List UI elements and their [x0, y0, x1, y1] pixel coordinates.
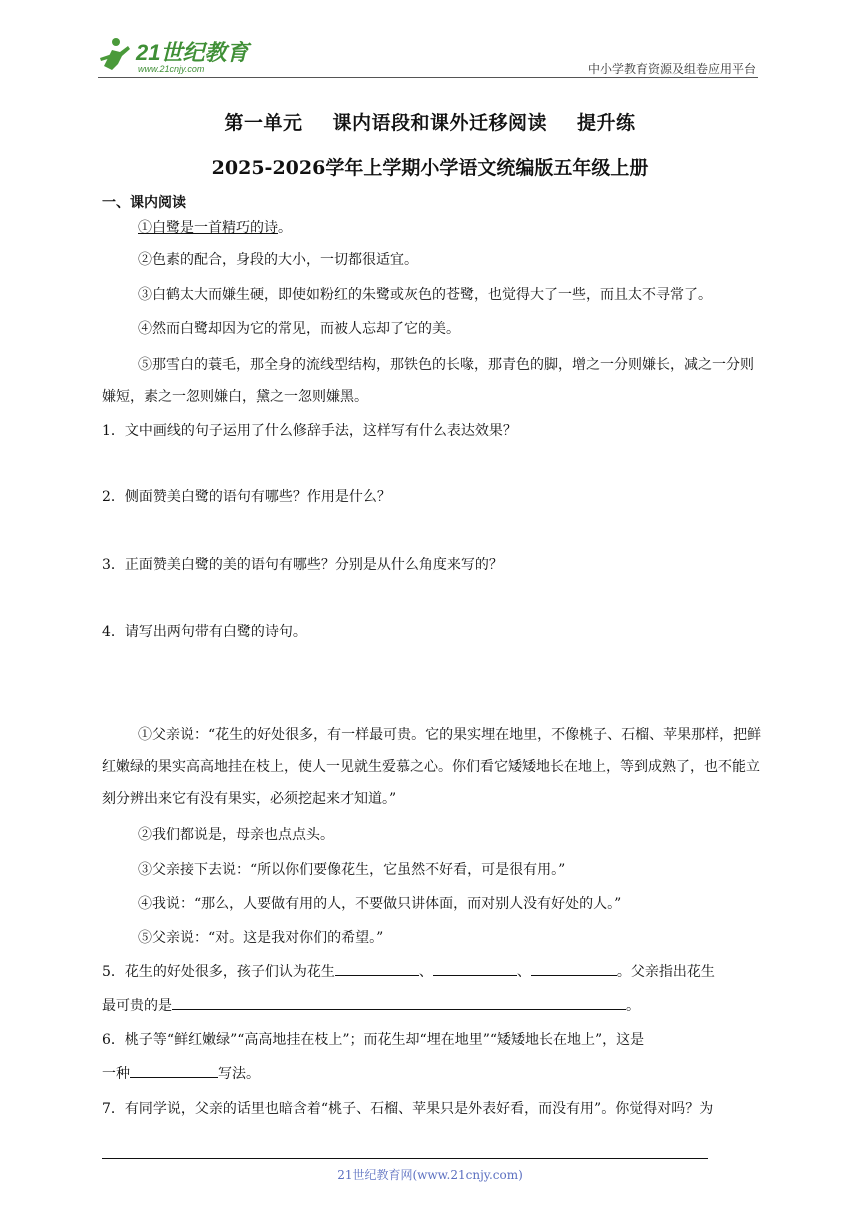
document-subtitle: 2025-2026学年上学期小学语文统编版五年级上册 [211, 157, 649, 179]
footer-text: 21世纪教育网(www.21cnjy.com) [337, 1168, 523, 1182]
question-7: 7．有同学说，父亲的话里也暗含着“桃子、石榴、苹果只是外表好看，而没有用”。你觉得对吗？为 [102, 1101, 714, 1117]
passage1-paragraph-1: ①白鹭是一首精巧的诗。 [138, 220, 292, 236]
title-level: 提升练 [577, 112, 636, 134]
passage1-paragraph-5: ⑤那雪白的蓑毛，那全身的流线型结构，那铁色的长喙，那青色的脚，增之一分则嫌长，减之一分则嫌短，素之一忽则嫌白，黛之一忽则嫌黑。 [102, 357, 754, 405]
answer-blank[interactable] [335, 960, 419, 976]
question-3: 3．正面赞美白鹭的美的语句有哪些？分别是从什么角度来写的？ [102, 557, 503, 573]
question-5-line-2: 最可贵的是 。 [102, 991, 762, 1021]
logo-21cnjy [98, 36, 268, 76]
section-heading-1: 一、课内阅读 [102, 195, 186, 211]
footer-divider [102, 1158, 708, 1159]
question-1: 1．文中画线的句子运用了什么修辞手法，这样写有什么表达效果？ [102, 423, 517, 439]
passage2-paragraph-4: ④我说：“那么，人要做有用的人，不要做只讲体面，而对别人没有好处的人。” [138, 896, 622, 912]
answer-blank[interactable] [531, 960, 617, 976]
header-divider [98, 77, 758, 78]
answer-blank[interactable] [130, 1062, 218, 1078]
question-6-line-1: 6．桃子等“鲜红嫩绿”“高高地挂在枝上”；而花生却“埋在地里”“矮矮地长在地上”，这是 [102, 1032, 645, 1048]
question-6-line-2: 一种 写法。 [102, 1059, 762, 1089]
answer-blank[interactable] [433, 960, 517, 976]
document-title [0, 108, 860, 135]
question-5-line-1: 5．花生的好处很多，孩子们认为花生 、 、 。父亲指出花生 [102, 957, 762, 987]
passage2-paragraph-5: ⑤父亲说：“对。这是我对你们的希望。” [138, 930, 384, 946]
passage1-paragraph-4: ④然而白鹭却因为它的常见，而被人忘却了它的美。 [138, 321, 460, 337]
logo-text: 21世纪教育 [136, 40, 249, 65]
logo-url: www.21cnjy.com [138, 64, 205, 74]
passage1-paragraph-2: ②色素的配合，身段的大小，一切都很适宜。 [138, 252, 418, 268]
passage1-paragraph-3: ③白鹤太大而嫌生硬，即使如粉红的朱鹭或灰色的苍鹭，也觉得大了一些，而且太不寻常了。 [138, 287, 712, 303]
page-header [98, 36, 758, 80]
question-2: 2．侧面赞美白鹭的语句有哪些？作用是什么？ [102, 489, 391, 505]
header-platform-text: 中小学教育资源及组卷应用平台 [587, 62, 756, 76]
passage2-paragraph-3: ③父亲接下去说：“所以你们要像花生，它虽然不好看，可是很有用。” [138, 862, 566, 878]
answer-blank[interactable] [172, 994, 626, 1010]
question-4: 4．请写出两句带有白鹭的诗句。 [102, 624, 307, 640]
passage2-paragraph-1: ①父亲说：“花生的好处很多，有一样最可贵。它的果实埋在地里，不像桃子、石榴、苹果那样，把鲜红嫩绿的果实高高地挂在枝上，使人一见就生爱慕之心。你们看它矮矮地长在地上，等到成熟了，也不能立刻分辨出来它有没有果实，必须挖起来才知道。” [102, 727, 762, 807]
underlined-sentence: ①白鹭是一首精巧的诗 [138, 220, 278, 236]
title-topic: 课内语段和课外迁移阅读 [332, 112, 547, 134]
title-unit: 第一单元 [224, 112, 303, 134]
passage2-paragraph-2: ②我们都说是，母亲也点点头。 [138, 827, 334, 843]
